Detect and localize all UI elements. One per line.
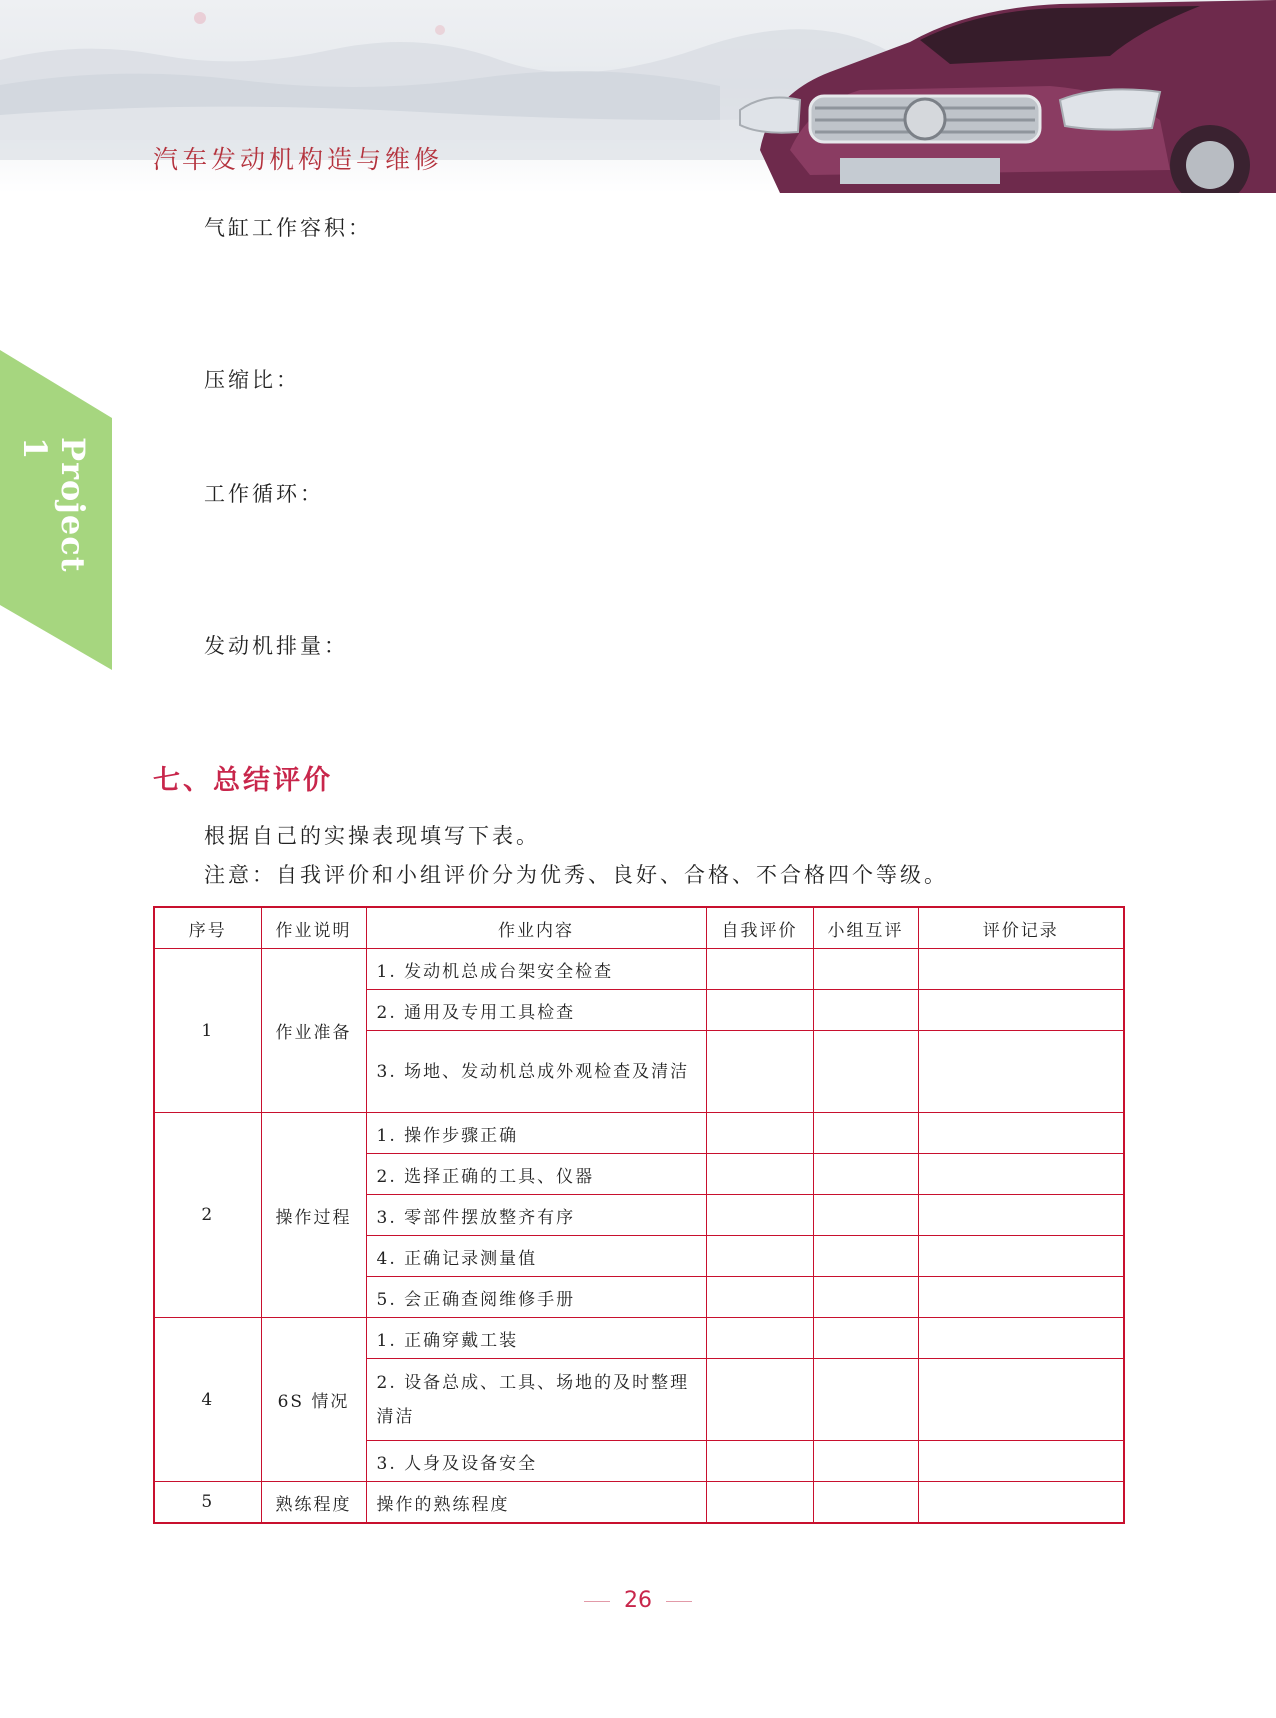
group-eval-cell[interactable] <box>813 1277 918 1318</box>
group-eval-cell[interactable] <box>813 1195 918 1236</box>
row-desc: 6S 情况 <box>261 1318 366 1482</box>
car-image <box>720 0 1276 193</box>
group-eval-cell[interactable] <box>813 1236 918 1277</box>
row-content: 5. 会正确查阅维修手册 <box>366 1277 706 1318</box>
book-title: 汽车发动机构造与维修 <box>153 145 444 174</box>
group-eval-cell[interactable] <box>813 1482 918 1524</box>
group-eval-cell[interactable] <box>813 1318 918 1359</box>
row-desc: 操作过程 <box>261 1113 366 1318</box>
row-content: 2. 通用及专用工具检查 <box>366 990 706 1031</box>
row-desc: 熟练程度 <box>261 1482 366 1524</box>
row-no: 1 <box>154 949 261 1113</box>
instruction-text: 根据自己的实操表现填写下表。 <box>204 824 540 848</box>
page-number <box>0 1588 1276 1613</box>
row-content: 3. 零部件摆放整齐有序 <box>366 1195 706 1236</box>
self-eval-cell[interactable] <box>706 1277 813 1318</box>
group-eval-cell[interactable] <box>813 1154 918 1195</box>
table-row <box>154 1113 1124 1154</box>
note-text: 注意：自我评价和小组评价分为优秀、良好、合格、不合格四个等级。 <box>204 863 948 887</box>
eval-record-cell[interactable] <box>918 1441 1124 1482</box>
row-content: 操作的熟练程度 <box>366 1482 706 1524</box>
field-label-compression-ratio: 压缩比： <box>204 368 300 392</box>
row-content: 1. 发动机总成台架安全检查 <box>366 949 706 990</box>
self-eval-cell[interactable] <box>706 1441 813 1482</box>
group-eval-cell[interactable] <box>813 949 918 990</box>
header-self-eval: 自我评价 <box>706 907 813 949</box>
header-task-desc: 作业说明 <box>261 907 366 949</box>
table-row <box>154 1482 1124 1524</box>
header-task-content: 作业内容 <box>366 907 706 949</box>
page-number-left-dash <box>584 1601 610 1602</box>
group-eval-cell[interactable] <box>813 1359 918 1441</box>
row-content: 4. 正确记录测量值 <box>366 1236 706 1277</box>
eval-record-cell[interactable] <box>918 1154 1124 1195</box>
self-eval-cell[interactable] <box>706 1236 813 1277</box>
header-banner <box>0 0 1276 193</box>
field-label-engine-displacement: 发动机排量： <box>204 634 348 658</box>
row-content: 3. 场地、发动机总成外观检查及清洁 <box>366 1031 706 1113</box>
row-content: 1. 正确穿戴工装 <box>366 1318 706 1359</box>
field-label-working-cycle: 工作循环： <box>204 482 324 506</box>
project-label: Project 1 <box>16 437 92 573</box>
self-eval-cell[interactable] <box>706 1113 813 1154</box>
row-no: 5 <box>154 1482 261 1524</box>
eval-record-cell[interactable] <box>918 1277 1124 1318</box>
section-title: 七、总结评价 <box>153 765 333 796</box>
field-label-cylinder-volume: 气缸工作容积： <box>204 216 372 240</box>
eval-record-cell[interactable] <box>918 949 1124 990</box>
eval-record-cell[interactable] <box>918 1359 1124 1441</box>
eval-record-cell[interactable] <box>918 1113 1124 1154</box>
group-eval-cell[interactable] <box>813 1113 918 1154</box>
evaluation-table <box>153 906 1125 1524</box>
eval-record-cell[interactable] <box>918 990 1124 1031</box>
eval-record-cell[interactable] <box>918 1236 1124 1277</box>
eval-record-cell[interactable] <box>918 1318 1124 1359</box>
eval-record-cell[interactable] <box>918 1195 1124 1236</box>
header-eval-record: 评价记录 <box>918 907 1124 949</box>
header-group-eval: 小组互评 <box>813 907 918 949</box>
table-row <box>154 949 1124 990</box>
row-desc: 作业准备 <box>261 949 366 1113</box>
self-eval-cell[interactable] <box>706 1154 813 1195</box>
table-row <box>154 1318 1124 1359</box>
header-no: 序号 <box>154 907 261 949</box>
self-eval-cell[interactable] <box>706 1195 813 1236</box>
self-eval-cell[interactable] <box>706 1359 813 1441</box>
self-eval-cell[interactable] <box>706 1482 813 1524</box>
eval-record-cell[interactable] <box>918 1482 1124 1524</box>
self-eval-cell[interactable] <box>706 1031 813 1113</box>
group-eval-cell[interactable] <box>813 1031 918 1113</box>
row-no: 2 <box>154 1113 261 1318</box>
page-number-value: 26 <box>624 1588 652 1613</box>
row-content: 2. 选择正确的工具、仪器 <box>366 1154 706 1195</box>
row-content: 2. 设备总成、工具、场地的及时整理清洁 <box>366 1359 706 1441</box>
group-eval-cell[interactable] <box>813 990 918 1031</box>
self-eval-cell[interactable] <box>706 1318 813 1359</box>
group-eval-cell[interactable] <box>813 1441 918 1482</box>
eval-record-cell[interactable] <box>918 1031 1124 1113</box>
row-no: 4 <box>154 1318 261 1482</box>
row-content: 1. 操作步骤正确 <box>366 1113 706 1154</box>
page-number-right-dash <box>666 1601 692 1602</box>
row-content: 3. 人身及设备安全 <box>366 1441 706 1482</box>
self-eval-cell[interactable] <box>706 990 813 1031</box>
self-eval-cell[interactable] <box>706 949 813 990</box>
table-header-row <box>154 907 1124 949</box>
